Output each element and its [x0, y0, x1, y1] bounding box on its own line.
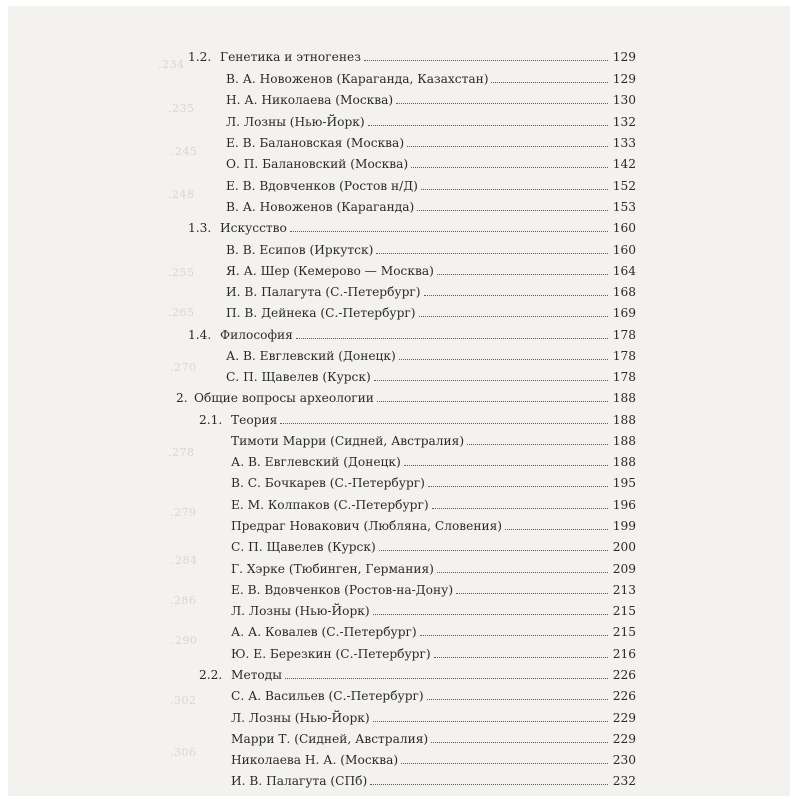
author-entry: Е. М. Колпаков (С.-Петербург)	[231, 498, 429, 512]
show-through-mark: .265	[168, 306, 195, 319]
leader-dots	[456, 592, 608, 594]
leader-dots	[364, 59, 608, 61]
show-through-mark: .279	[170, 506, 197, 519]
toc-entry[interactable]	[226, 111, 636, 129]
page-number: 216	[612, 647, 636, 661]
leader-dots	[434, 656, 608, 658]
leader-dots	[401, 762, 608, 764]
show-through-mark: .245	[171, 145, 198, 158]
author-entry: Марри Т. (Сидней, Австралия)	[231, 732, 429, 746]
author-entry: Предраг Новакович (Любляна, Словения)	[231, 519, 503, 533]
author-entry: С. П. Щавелев (Курск)	[226, 370, 371, 384]
leader-dots	[296, 337, 608, 339]
toc-entry[interactable]	[231, 749, 636, 767]
leader-dots	[505, 528, 608, 530]
toc-entry[interactable]	[231, 472, 636, 490]
leader-dots	[431, 741, 608, 743]
author-entry: Е. В. Вдовченков (Ростов-на-Дону)	[231, 583, 454, 597]
page-number: 213	[612, 583, 636, 597]
page-number: 188	[612, 391, 636, 405]
leader-dots	[424, 294, 608, 296]
page-number: 130	[612, 93, 636, 107]
leader-dots	[374, 379, 608, 381]
toc-section-heading[interactable]	[188, 46, 636, 64]
toc-entry[interactable]	[226, 281, 636, 299]
page-number: 168	[612, 285, 636, 299]
toc-entry[interactable]	[231, 515, 636, 533]
page-number: 230	[612, 753, 636, 767]
toc-entry[interactable]	[226, 68, 636, 86]
leader-dots	[407, 145, 608, 147]
leader-dots	[437, 571, 608, 573]
toc-entry[interactable]	[226, 175, 636, 193]
page-number: 133	[612, 136, 636, 150]
author-entry: Е. В. Балановская (Москва)	[226, 136, 405, 150]
toc-entry[interactable]	[226, 345, 636, 363]
author-entry: Николаева Н. А. (Москва)	[231, 753, 399, 767]
toc-section-heading[interactable]	[199, 409, 636, 427]
show-through-mark: .235	[168, 102, 195, 115]
author-entry: И. В. Палагута (С.-Петербург)	[226, 285, 421, 299]
leader-dots	[437, 273, 608, 275]
toc-entry[interactable]	[226, 239, 636, 257]
page-number: 152	[612, 179, 636, 193]
show-through-mark: .290	[171, 634, 198, 647]
section-title: Теория	[231, 413, 278, 427]
leader-dots	[379, 549, 608, 551]
leader-dots	[417, 209, 608, 211]
page-number: 178	[612, 370, 636, 384]
author-entry: А. В. Евглевский (Донецк)	[231, 455, 401, 469]
show-through-mark: .234	[158, 58, 185, 71]
page-number: 178	[612, 349, 636, 363]
leader-dots	[373, 613, 608, 615]
show-through-mark: .255	[168, 266, 195, 279]
author-entry: О. П. Балановский (Москва)	[226, 157, 409, 171]
toc-entry[interactable]	[231, 536, 636, 554]
page-number: 195	[612, 476, 636, 490]
toc-entry[interactable]	[226, 89, 636, 107]
leader-dots	[376, 252, 608, 254]
author-entry: В. А. Новоженов (Караганда, Казахстан)	[226, 72, 489, 86]
leader-dots	[420, 634, 608, 636]
toc-entry[interactable]	[226, 366, 636, 384]
author-entry: Ю. Е. Березкин (С.-Петербург)	[231, 647, 431, 661]
show-through-mark: .306	[170, 746, 197, 759]
toc-entry[interactable]	[226, 132, 636, 150]
author-entry: Я. А. Шер (Кемерово — Москва)	[226, 264, 434, 278]
toc-entry[interactable]	[231, 558, 636, 576]
chapter-title: Общие вопросы археологии	[194, 391, 374, 405]
toc-entry[interactable]	[231, 451, 636, 469]
author-entry: Л. Лозны (Нью-Йорк)	[231, 604, 370, 618]
author-entry: Тимоти Марри (Сидней, Австралия)	[231, 434, 465, 448]
leader-dots	[427, 698, 608, 700]
toc-chapter-heading[interactable]	[176, 387, 636, 405]
page-number: 188	[612, 434, 636, 448]
page-number: 188	[612, 413, 636, 427]
author-entry: И. В. Палагута (СПб)	[231, 774, 368, 788]
page-number: 160	[612, 221, 636, 235]
page-number: 132	[612, 115, 636, 129]
chapter-number: 2.	[176, 391, 188, 405]
leader-dots	[285, 677, 608, 679]
leader-dots	[373, 720, 608, 722]
toc-entry[interactable]	[231, 685, 636, 703]
author-entry: Л. Лозны (Нью-Йорк)	[226, 115, 365, 129]
section-number: 2.2.	[199, 668, 223, 682]
leader-dots	[411, 166, 608, 168]
leader-dots	[467, 443, 608, 445]
page-number: 200	[612, 540, 636, 554]
page-number: 142	[612, 157, 636, 171]
toc-entry[interactable]	[226, 260, 636, 278]
toc-entry[interactable]	[226, 153, 636, 171]
author-entry: Г. Хэрке (Тюбинген, Германия)	[231, 562, 434, 576]
author-entry: В. С. Бочкарев (С.-Петербург)	[231, 476, 425, 490]
page-number: 209	[612, 562, 636, 576]
page-number: 226	[612, 668, 636, 682]
page-number: 196	[612, 498, 636, 512]
toc-entry[interactable]	[226, 302, 636, 320]
show-through-mark: .248	[168, 188, 195, 201]
section-number: 1.4.	[188, 328, 212, 342]
leader-dots	[491, 81, 608, 83]
page-number: 188	[612, 455, 636, 469]
section-title: Философия	[220, 328, 293, 342]
page-number: 178	[612, 328, 636, 342]
author-entry: С. А. Васильев (С.-Петербург)	[231, 689, 424, 703]
page-number: 229	[612, 711, 636, 725]
page-number: 215	[612, 625, 636, 639]
author-entry: С. П. Щавелев (Курск)	[231, 540, 376, 554]
page-number: 164	[612, 264, 636, 278]
page-number: 226	[612, 689, 636, 703]
show-through-mark: .284	[171, 554, 198, 567]
toc-section-heading[interactable]	[188, 324, 636, 342]
leader-dots	[377, 400, 608, 402]
section-number: 1.3.	[188, 221, 212, 235]
author-entry: А. А. Ковалев (С.-Петербург)	[231, 625, 417, 639]
page-number: 169	[612, 306, 636, 320]
leader-dots	[428, 485, 608, 487]
toc-entry[interactable]	[231, 728, 636, 746]
toc-section-heading[interactable]	[188, 217, 636, 235]
show-through-mark: .270	[170, 361, 197, 374]
toc-section-heading[interactable]	[199, 664, 636, 682]
section-number: 1.2.	[188, 50, 212, 64]
author-entry: П. В. Дейнека (С.-Петербург)	[226, 306, 416, 320]
toc-entry[interactable]	[226, 196, 636, 214]
toc-entry[interactable]	[231, 579, 636, 597]
section-title: Методы	[231, 668, 282, 682]
leader-dots	[370, 783, 608, 785]
author-entry: Н. А. Николаева (Москва)	[226, 93, 394, 107]
page-number: 215	[612, 604, 636, 618]
leader-dots	[368, 124, 608, 126]
section-number: 2.1.	[199, 413, 223, 427]
show-through-mark: .302	[170, 694, 197, 707]
toc-entry[interactable]	[231, 600, 636, 618]
author-entry: В. В. Есипов (Иркутск)	[226, 243, 374, 257]
leader-dots	[399, 358, 608, 360]
section-title: Генетика и этногенез	[220, 50, 361, 64]
page-number: 153	[612, 200, 636, 214]
leader-dots	[280, 422, 608, 424]
leader-dots	[290, 230, 608, 232]
toc-entry[interactable]	[231, 494, 636, 512]
show-through-mark: .278	[168, 446, 195, 459]
toc-entry[interactable]	[231, 643, 636, 661]
leader-dots	[421, 188, 608, 190]
toc-entry[interactable]	[231, 430, 636, 448]
author-entry: Е. В. Вдовченков (Ростов н/Д)	[226, 179, 418, 193]
section-title: Искусство	[220, 221, 287, 235]
toc-entry[interactable]	[231, 770, 636, 788]
show-through-mark: .286	[170, 594, 197, 607]
leader-dots	[404, 464, 608, 466]
page-number: 199	[612, 519, 636, 533]
toc-entry[interactable]	[231, 707, 636, 725]
toc-entry[interactable]	[231, 621, 636, 639]
leader-dots	[396, 102, 608, 104]
leader-dots	[432, 507, 608, 509]
page-number: 232	[612, 774, 636, 788]
page-number: 160	[612, 243, 636, 257]
page-number: 129	[612, 50, 636, 64]
author-entry: А. В. Евглевский (Донецк)	[226, 349, 396, 363]
page-number: 229	[612, 732, 636, 746]
page-number: 129	[612, 72, 636, 86]
author-entry: Л. Лозны (Нью-Йорк)	[231, 711, 370, 725]
leader-dots	[419, 315, 608, 317]
author-entry: В. А. Новоженов (Караганда)	[226, 200, 415, 214]
